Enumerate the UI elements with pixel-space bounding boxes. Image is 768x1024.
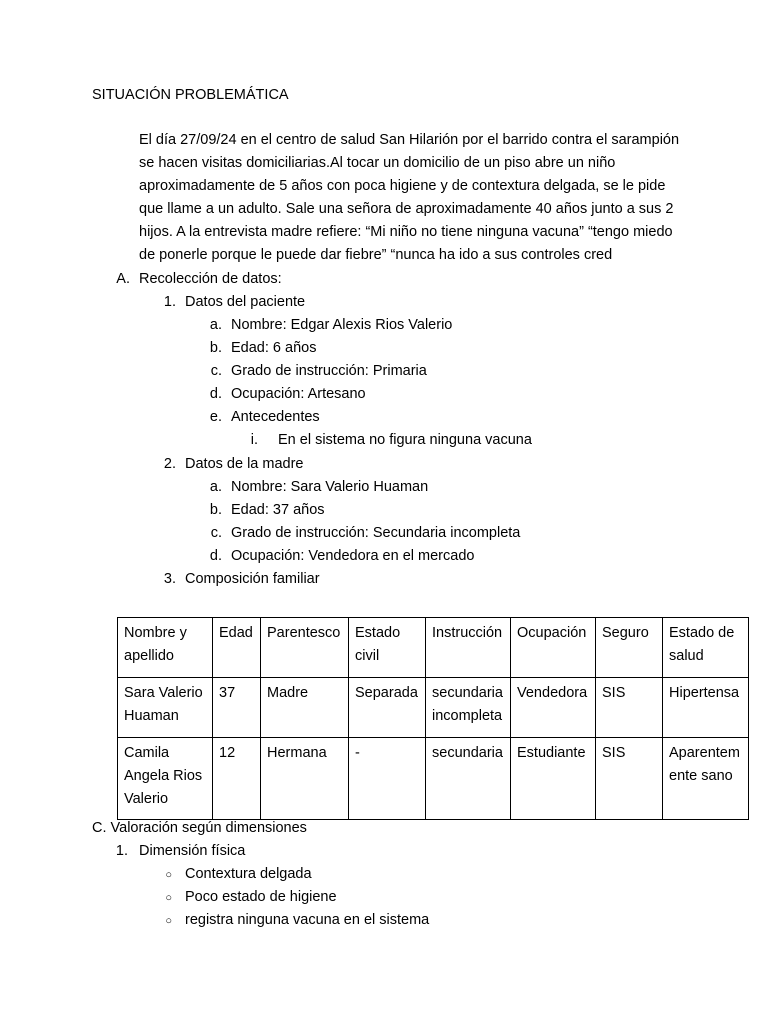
bullet-icon: ○	[165, 869, 172, 881]
section-a-heading: Recolección de datos:	[139, 271, 282, 287]
list-item: Nombre: Edgar Alexis Rios Valerio	[231, 317, 453, 333]
header-cell: Seguro	[596, 618, 663, 678]
header-cell: Edad	[213, 618, 261, 678]
bullet-icon: ○	[165, 915, 172, 927]
list-item: registra ninguna vacuna en el sistema	[185, 912, 430, 928]
list-item: Edad: 6 años	[231, 340, 317, 356]
table-cell: 37	[213, 678, 261, 738]
list-item: En el sistema no figura ninguna vacuna	[278, 432, 532, 448]
list-marker: a.	[209, 479, 222, 495]
table-cell: Aparentem ente sano	[663, 738, 749, 820]
paragraph-line: aproximadamente de 5 años con poca higiene y de contextura delgada, se le pide	[139, 178, 666, 194]
paragraph-line: de ponerle porque le puede dar fiebre” “nunca ha ido a sus controles cred	[139, 247, 613, 263]
list-item: Antecedentes	[231, 409, 320, 425]
list-item: Ocupación: Artesano	[231, 386, 366, 402]
dimension-heading: Dimensión física	[139, 843, 246, 859]
list-marker: c.	[210, 525, 222, 541]
mother-heading: Datos de la madre	[185, 456, 304, 472]
patient-heading: Datos del paciente	[185, 294, 306, 310]
paragraph-line: que llame a un adulto. Sale una señora de aproximadamente 40 años junto a sus 2	[139, 201, 674, 217]
list-marker: a.	[209, 317, 222, 333]
list-marker: 3.	[163, 571, 176, 587]
list-marker: d.	[209, 386, 222, 402]
list-marker: b.	[209, 502, 222, 518]
family-heading: Composición familiar	[185, 571, 320, 587]
list-marker: d.	[209, 548, 222, 564]
table-cell: Hipertensa	[663, 678, 749, 738]
table-cell: secundaria incompleta	[426, 678, 511, 738]
header-cell: Instrucción	[426, 618, 511, 678]
table-cell: Camila Angela Rios Valerio	[118, 738, 213, 820]
table-cell: Vendedora	[511, 678, 596, 738]
list-marker: c.	[210, 363, 222, 379]
list-item: Nombre: Sara Valerio Huaman	[231, 479, 429, 495]
table-row	[118, 738, 749, 820]
list-marker: 1.	[115, 843, 128, 859]
list-marker: A.	[116, 271, 130, 287]
section-c-heading: C. Valoración según dimensiones	[92, 820, 307, 836]
list-item: Contextura delgada	[185, 866, 312, 882]
list-marker: b.	[209, 340, 222, 356]
list-marker: 2.	[163, 456, 176, 472]
header-cell: Ocupación	[511, 618, 596, 678]
list-item: Edad: 37 años	[231, 502, 325, 518]
problem-paragraph	[139, 129, 699, 267]
list-marker: e.	[209, 409, 222, 425]
header-cell: Estado civil	[349, 618, 426, 678]
table-cell: Sara Valerio Huaman	[118, 678, 213, 738]
table-cell: Madre	[261, 678, 349, 738]
table-header-row	[118, 618, 749, 678]
bullet-icon: ○	[165, 892, 172, 904]
list-item: Poco estado de higiene	[185, 889, 337, 905]
table-cell: SIS	[596, 738, 663, 820]
header-cell: Parentesco	[261, 618, 349, 678]
header-cell: Estado de salud	[663, 618, 749, 678]
table-cell: Hermana	[261, 738, 349, 820]
list-marker: 1.	[163, 294, 176, 310]
list-item: Grado de instrucción: Primaria	[231, 363, 427, 379]
table-cell: -	[349, 738, 426, 820]
header-cell: Nombre y apellido	[118, 618, 213, 678]
table-cell: secundaria	[426, 738, 511, 820]
table-cell: Estudiante	[511, 738, 596, 820]
paragraph-line: se hacen visitas domiciliarias.Al tocar un domicilio de un piso abre un niño	[139, 155, 616, 171]
table-row	[118, 678, 749, 738]
table-cell: Separada	[349, 678, 426, 738]
paragraph-line: El día 27/09/24 en el centro de salud San Hilarión por el barrido contra el sarampión	[139, 132, 680, 148]
list-item: Ocupación: Vendedora en el mercado	[231, 548, 475, 564]
page-title: SITUACIÓN PROBLEMÁTICA	[92, 87, 289, 103]
list-marker: i.	[250, 432, 258, 448]
table-cell: SIS	[596, 678, 663, 738]
paragraph-line: hijos. A la entrevista madre refiere: “Mi niño no tiene ninguna vacuna” “tengo miedo	[139, 224, 673, 240]
table-cell: 12	[213, 738, 261, 820]
family-table	[117, 617, 749, 820]
list-item: Grado de instrucción: Secundaria incompleta	[231, 525, 521, 541]
